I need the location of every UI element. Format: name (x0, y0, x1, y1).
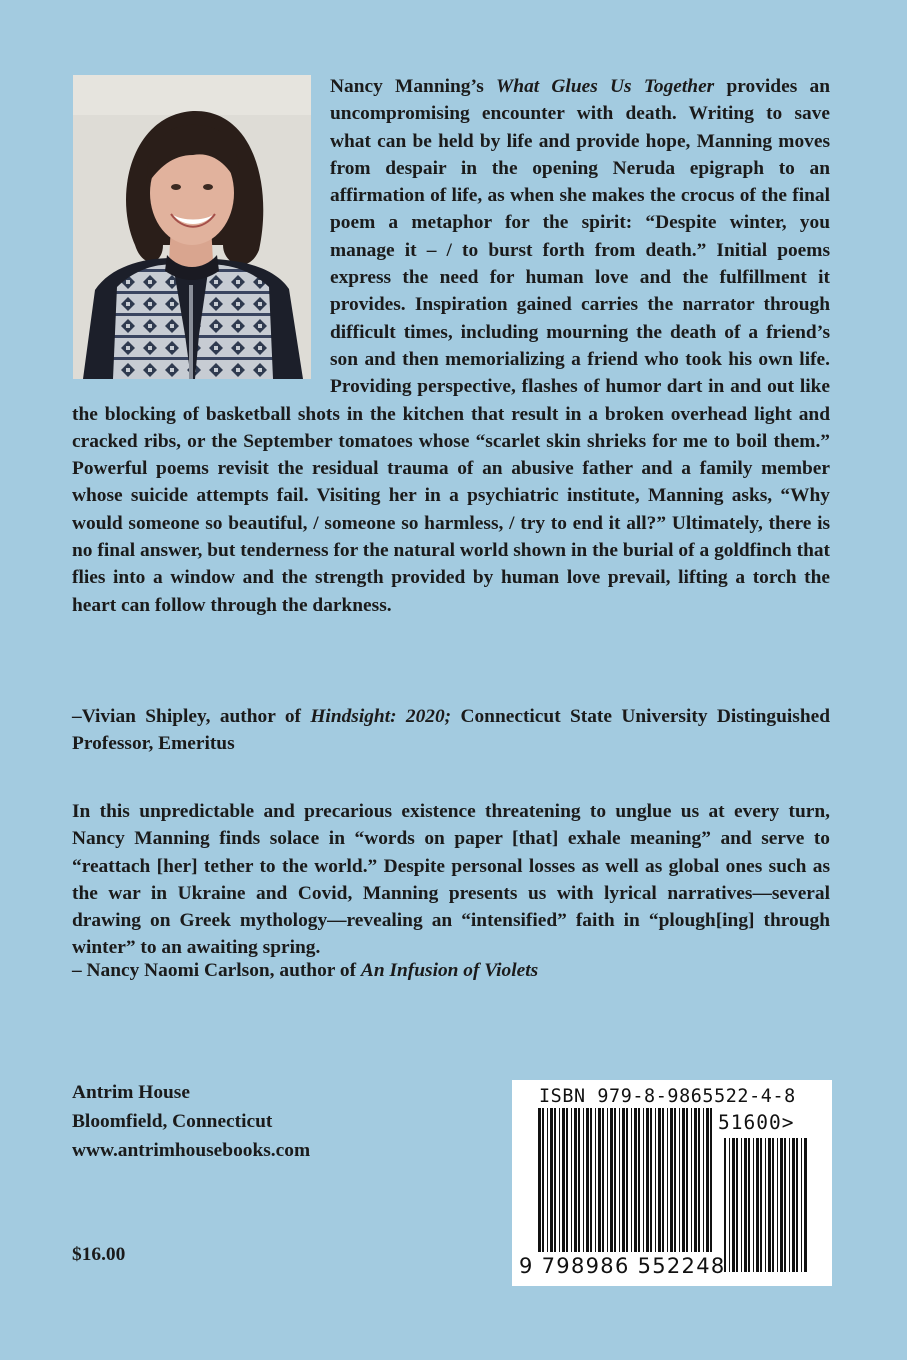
addon-barcode-bar (796, 1138, 798, 1272)
barcode-bar (554, 1108, 556, 1252)
blurb1-lead: Nancy Manning’s (330, 76, 497, 97)
barcode-bar (682, 1108, 685, 1252)
addon-barcode-bar (784, 1138, 786, 1272)
barcode-bar (626, 1108, 628, 1252)
attribution1-book-title: Hindsight: 2020; (310, 706, 452, 727)
barcode-bar (550, 1108, 553, 1252)
price: $16.00 (72, 1244, 126, 1265)
blurb1-book-title: What Glues Us Together (496, 76, 715, 97)
barcode-bar (574, 1108, 577, 1252)
blurb-nancy-naomi-carlson (72, 798, 830, 962)
addon-barcode-bar (801, 1138, 802, 1272)
attribution2-lead: – Nancy Naomi Carlson, author of (72, 960, 361, 981)
addon-barcode-bar (772, 1138, 774, 1272)
barcode-bar (655, 1108, 656, 1252)
barcode-bar (583, 1108, 584, 1252)
addon-barcode-bar (768, 1138, 771, 1272)
barcode-bar (578, 1108, 580, 1252)
barcode-bar (679, 1108, 680, 1252)
barcode-bar (694, 1108, 697, 1252)
publisher-website: www.antrimhousebooks.com (72, 1140, 311, 1161)
barcode-bar (703, 1108, 704, 1252)
blurb-vivian-shipley (72, 73, 830, 619)
barcode-bar (658, 1108, 661, 1252)
attribution1-lead: –Vivian Shipley, author of (72, 706, 311, 727)
barcode-bar (619, 1108, 620, 1252)
addon-barcode-bar (789, 1138, 790, 1272)
barcode-bar (638, 1108, 640, 1252)
attribution1-rest: Connecticut State University Distinguished Professor, Emeritus (72, 706, 831, 755)
barcode-bar (698, 1108, 700, 1252)
addon-barcode-bar (732, 1138, 735, 1272)
blurb1-body: provides an uncompromising encounter with death. Writing to save what can be held by life and provide hope, Manning moves from despair in the opening Neruda epigraph to an affirmation of life, as when she makes the crocus of the final poem a metaphor for the spirit: “Despite winter, you manage it – / to burst forth from death.” Initial poems express the need for human love and the fulfillment it provides. Inspiration gained carries the narrator through difficult times, including mourning the death of a friend’s son and then memorializing a friend who took his own life. Providing perspective, flashes of humor dart in and out like the blocking of basketball shots in the kitchen that result in a broken overhead light and cracked ribs, or the September tomatoes whose “scarlet skin shrieks for me to boil them.” Powerful poems revisit the residual trauma of an abusive father and a family member whose suicide attempts fail. Visiting her in a psychiatric institute, Manning asks, “Why would someone so beautiful, / someone so harmless, / try to end it all?” Ultimately, there is no final answer, but tenderness for the natural world shown in the burial of a goldfinch that flies into a window and the strength provided by human love prevail, lifting a torch the heart can follow through the darkness. (72, 76, 830, 616)
barcode-bar (686, 1108, 688, 1252)
barcode-bar (667, 1108, 668, 1252)
barcode-bar (710, 1108, 712, 1252)
barcode-bar (586, 1108, 589, 1252)
barcode-bar (542, 1108, 544, 1252)
barcode-bar (607, 1108, 608, 1252)
addon-barcode-bar (756, 1138, 759, 1272)
barcode-bar (650, 1108, 652, 1252)
addon-barcode-bar (804, 1138, 807, 1272)
ean-digits: 9 798986 552248 (519, 1254, 726, 1278)
attribution-vivian-shipley (72, 703, 830, 758)
barcode-bar (643, 1108, 644, 1252)
barcode-bar (674, 1108, 676, 1252)
barcode-bar (598, 1108, 601, 1252)
addon-barcode-bar (736, 1138, 738, 1272)
addon-barcode-bar (724, 1138, 726, 1272)
barcode-bar (646, 1108, 649, 1252)
barcode-bar (566, 1108, 568, 1252)
addon-barcode-bar (753, 1138, 754, 1272)
barcode-bar (571, 1108, 572, 1252)
barcode-bar (691, 1108, 692, 1252)
addon-barcode-bar (741, 1138, 742, 1272)
barcode-bar (662, 1108, 664, 1252)
barcode-bar (547, 1108, 548, 1252)
attribution-nancy-naomi-carlson (72, 957, 830, 984)
barcode-bar (631, 1108, 632, 1252)
barcode-bar (562, 1108, 565, 1252)
barcode-bar (590, 1108, 592, 1252)
isbn-label: ISBN 979-8-9865522-4-8 (539, 1086, 796, 1107)
publisher-location: Bloomfield, Connecticut (72, 1111, 273, 1132)
barcode-bar (706, 1108, 709, 1252)
attribution2-book-title: An Infusion of Violets (360, 960, 539, 981)
addon-barcode-bar (765, 1138, 766, 1272)
addon-barcode-bar (729, 1138, 730, 1272)
addon-barcode-bar (780, 1138, 783, 1272)
barcode-box (512, 1080, 832, 1286)
addon-barcode-bar (760, 1138, 762, 1272)
addon-barcode-bar (792, 1138, 795, 1272)
blurb2-body: In this unpredictable and precarious existence threatening to unglue us at every turn, Nancy Manning finds solace in “words on paper [that] exhale meaning” and serve to “reattach [her] tether to the world.” Despite personal losses as well as global ones such as the war in Ukraine and Covid, Manning presents us with lyrical narratives—several drawing on Greek mythology—revealing an “intensified” faith in “plough[ing] through winter” to an awaiting spring. (72, 801, 830, 959)
barcode-bar (602, 1108, 604, 1252)
price-code: 51600> (718, 1111, 795, 1134)
barcode-bar (595, 1108, 596, 1252)
addon-barcode-bar (744, 1138, 747, 1272)
barcode-bar (559, 1108, 560, 1252)
publisher-name: Antrim House (72, 1082, 190, 1103)
barcode-bar (622, 1108, 625, 1252)
barcode-bar (614, 1108, 616, 1252)
barcode-bar (634, 1108, 637, 1252)
barcode-bar (670, 1108, 673, 1252)
addon-barcode-bar (748, 1138, 750, 1272)
barcode-bar (538, 1108, 541, 1252)
publisher-info (72, 1078, 310, 1165)
addon-barcode-bar (777, 1138, 778, 1272)
barcode-bar (610, 1108, 613, 1252)
